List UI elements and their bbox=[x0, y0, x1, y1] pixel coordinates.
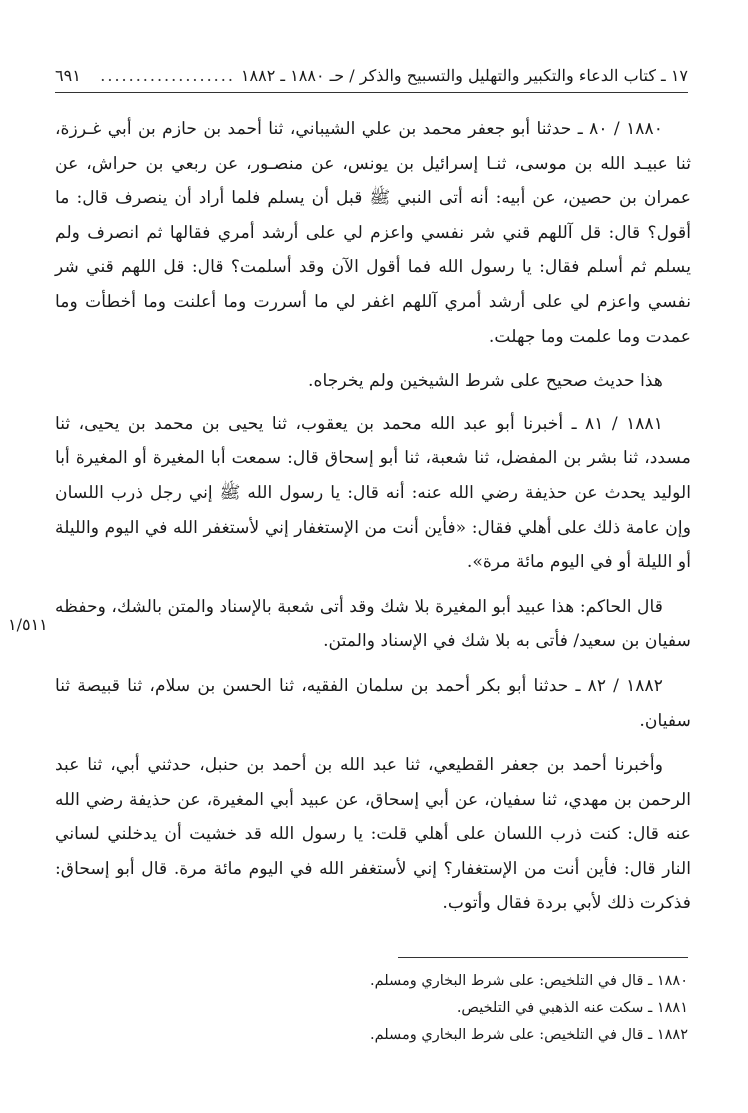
hakim-comment-1881: قال الحاكم: هذا عبيد أبو المغيرة بلا شك وقد أتى شعبة بالإسناد والمتن بالشك، وحفظه سفيان بن سعيد/ فأتى به بلا شك في الإسناد والمتن. bbox=[55, 596, 691, 652]
grading-1880: هذا حديث صحيح على شرط الشيخين ولم يخرجاه. bbox=[308, 371, 663, 392]
margin-reference: ١/٥١١ bbox=[8, 615, 48, 634]
hadith-1881: ١٨٨١ / ٨١ ـ أخبرنا أبو عبد الله محمد بن يعقوب، ثنا يحيى بن محمد بن يحيى، ثنا مسدد، ثنا بشر بن المفضل، ثنا شعبة، ثنا أبو إسحاق قال: سمعت أبا المغيرة أو المغيرة أبا الوليد يحدث عن حذيفة رضي الله عنه: أنه قال: يا رسول الله ﷺ إني رجل ذرب اللسان وإن عامة ذلك على أهلي فقال: «فأين أنت من الإستغفار إني لأستغفر الله في اليوم والليلة أو الليلة أو في اليوم مائة مرة». bbox=[55, 413, 691, 573]
hadith-1880: ١٨٨٠ / ٨٠ ـ حدثنا أبو جعفر محمد بن علي الشيباني، ثنا أحمد بن حازم بن أبي غـرزة، ثنا عبيـد الله بن موسى، ثنـا إسرائيل بن يونس، عن منصـور، عن ربعي بن حراش، عن عمران بن حصين، عن أبيه: أنه أتى النبي ﷺ قبل أن يسلم فلما أراد أن ينصرف قال: ما أقول؟ قال: قل آللهم قني شر نفسي واعزم لي على أرشد أمري فقالها ثم انصرف ولم يسلم ثم أسلم فقال: يا رسول الله فما أقول الآن وقد أسلمت؟ قال: قل اللهم قني شر نفسي واعزم لي على أرشد أمري آللهم اغفر لي ما أسررت وما أعلنت وما أخطأت وما عمدت وما علمت وما جهلت. bbox=[55, 119, 691, 347]
footnote-divider bbox=[398, 957, 688, 958]
footnote-1881: ١٨٨١ ـ سكت عنه الذهبي في التلخيص. bbox=[456, 1000, 688, 1016]
running-header bbox=[55, 62, 688, 88]
hadith-1882-second-chain: وأخبرنا أحمد بن جعفر القطيعي، ثنا عبد الله بن أحمد بن حنبل، حدثني أبي، ثنا عبد الرحمن بن مهدي، ثنا سفيان، عن أبي إسحاق، عن عبيد أبي المغيرة، عن حذيفة رضي الله عنه قال: كنت ذرب اللسان على أهلي قلت: يا رسول الله قد خشيت أن يدخلني لساني النار قال: فأين أنت من الإستغفار؟ إني لأستغفر الله في اليوم مائة مرة. قال أبو إسحاق: فذكرت ذلك لأبي بردة فقال وأتوب. bbox=[55, 755, 691, 914]
leader-dots: ................... bbox=[100, 65, 235, 85]
footnotes bbox=[268, 968, 688, 1049]
footnote-1880: ١٨٨٠ ـ قال في التلخيص: على شرط البخاري ومسلم. bbox=[370, 973, 688, 989]
header-divider bbox=[55, 92, 688, 93]
hadith-1882: ١٨٨٢ / ٨٢ ـ حدثنا أبو بكر أحمد بن سلمان الفقيه، ثنا الحسن بن سلام، ثنا قبيصة ثنا سفيان. bbox=[55, 675, 691, 731]
running-title: ١٧ ـ كتاب الدعاء والتكبير والتهليل والتسبيح والذكر / حـ ١٨٨٠ ـ ١٨٨٢ bbox=[240, 65, 688, 85]
footnote-1882: ١٨٨٢ ـ قال في التلخيص: على شرط البخاري ومسلم. bbox=[370, 1027, 688, 1043]
main-text bbox=[55, 112, 691, 931]
page-number: ٦٩١ bbox=[55, 65, 81, 85]
